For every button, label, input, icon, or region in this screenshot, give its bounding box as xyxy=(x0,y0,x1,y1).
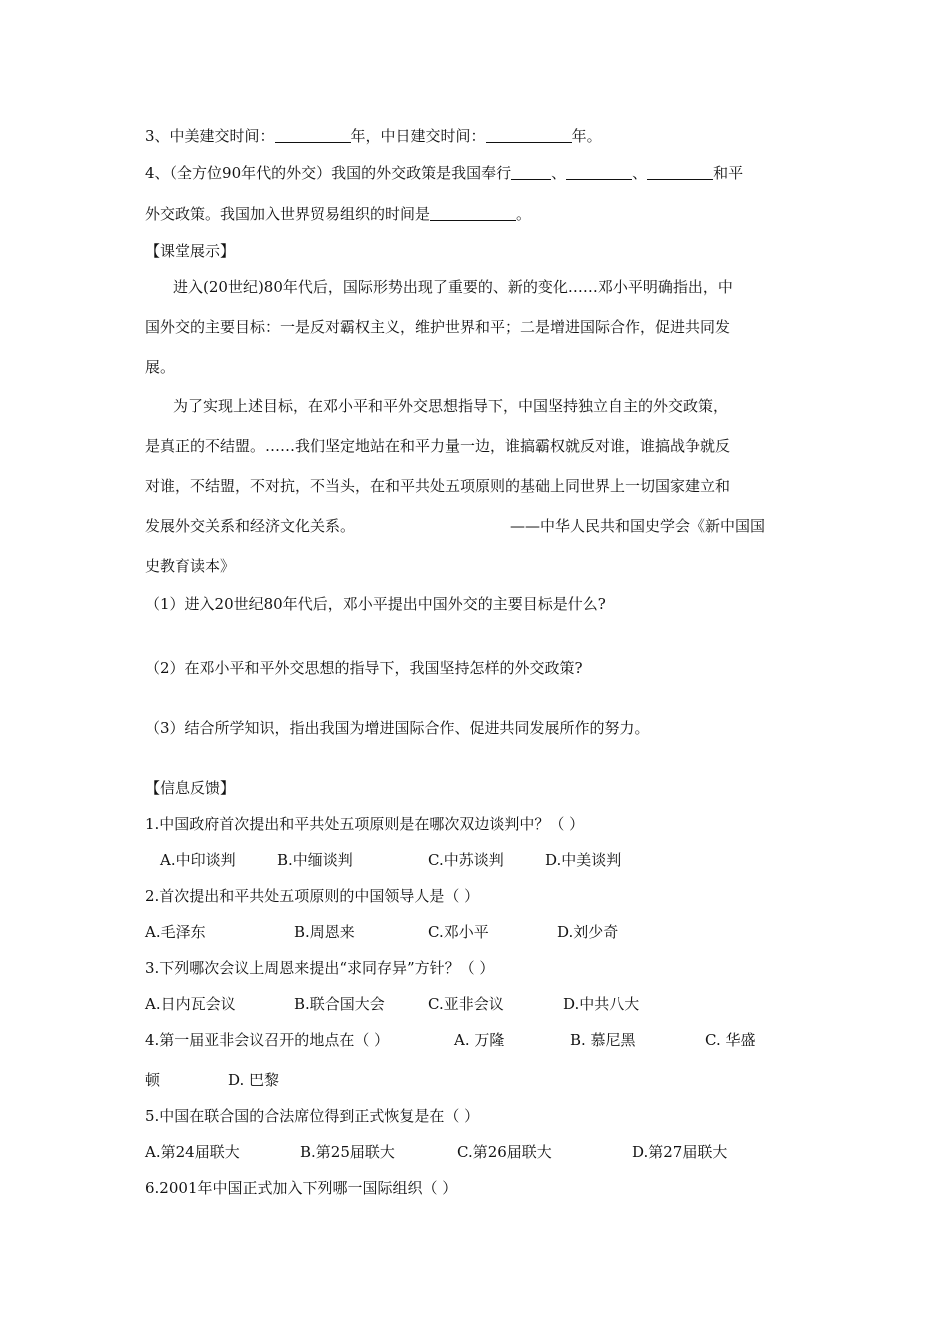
q3-text-b: 年，中日建交时间： xyxy=(350,127,486,145)
passage-source: ——中华人民共和国史学会《新中国国 xyxy=(510,517,766,535)
mc-question-1: 1.中国政府首次提出和平共处五项原则是在哪次双边谈判中？（ ） xyxy=(145,815,585,833)
question-4-line xyxy=(145,163,743,183)
mc4-option-b[interactable]: B. 慕尼黑 xyxy=(570,1031,636,1049)
fill-blank[interactable] xyxy=(566,165,632,180)
sub-question-3: （3）结合所学知识，指出我国为增进国际合作、促进共同发展所作的努力。 xyxy=(145,719,650,737)
fill-blank[interactable] xyxy=(647,165,713,180)
mc2-option-c[interactable]: C.邓小平 xyxy=(428,923,489,941)
q4-end: 。 xyxy=(516,205,532,223)
passage-line: 对谁，不结盟，不对抗，不当头，在和平共处五项原则的基础上同世界上一切国家建立和 xyxy=(145,477,731,495)
mc-question-3: 3.下列哪次会议上周恩来提出“求同存异”方针？（ ） xyxy=(145,959,495,977)
passage-line: 进入(20世纪)80年代后，国际形势出现了重要的、新的变化……邓小平明确指出，中 xyxy=(173,278,733,296)
mc-question-5: 5.中国在联合国的合法席位得到正式恢复是在（ ） xyxy=(145,1107,480,1125)
fill-blank[interactable] xyxy=(486,128,572,143)
mc3-option-a[interactable]: A.日内瓦会议 xyxy=(145,995,236,1013)
mc2-option-a[interactable]: A.毛泽东 xyxy=(145,923,206,941)
q4-text-a: 4、（全方位90年代的外交）我国的外交政策是我国奉行 xyxy=(145,164,512,182)
mc4-option-a[interactable]: A. 万隆 xyxy=(454,1031,505,1049)
passage-line: 为了实现上述目标，在邓小平和平外交思想指导下，中国坚持独立自主的外交政策， xyxy=(173,397,729,415)
mc3-option-c[interactable]: C.亚非会议 xyxy=(428,995,504,1013)
mc1-option-a[interactable]: A.中印谈判 xyxy=(160,851,236,869)
fill-blank[interactable] xyxy=(430,206,516,221)
mc5-option-c[interactable]: C.第26届联大 xyxy=(457,1143,552,1161)
fill-blank[interactable] xyxy=(511,165,551,180)
mc4-option-c[interactable]: C. 华盛 xyxy=(705,1031,756,1049)
mc1-option-b[interactable]: B.中缅谈判 xyxy=(277,851,353,869)
section-heading-classroom: 【课堂展示】 xyxy=(145,242,236,260)
q4-sep: 、 xyxy=(551,164,567,182)
mc4-option-d[interactable]: D. 巴黎 xyxy=(228,1071,280,1089)
q3-text-c: 年。 xyxy=(571,127,602,145)
q3-text-a: 3、中美建交时间： xyxy=(145,127,275,145)
q4-tail: 和平 xyxy=(713,164,744,182)
mc2-option-d[interactable]: D.刘少奇 xyxy=(557,923,619,941)
mc5-option-d[interactable]: D.第27届联大 xyxy=(632,1143,728,1161)
mc5-option-a[interactable]: A.第24届联大 xyxy=(145,1143,240,1161)
mc-question-2: 2.首次提出和平共处五项原则的中国领导人是（ ） xyxy=(145,887,480,905)
mc-question-4: 4.第一届亚非会议召开的地点在（ ） xyxy=(145,1031,390,1049)
passage-line: 展。 xyxy=(145,358,176,376)
mc1-option-c[interactable]: C.中苏谈判 xyxy=(428,851,504,869)
mc5-option-b[interactable]: B.第25届联大 xyxy=(300,1143,395,1161)
mc3-option-d[interactable]: D.中共八大 xyxy=(563,995,640,1013)
section-heading-feedback: 【信息反馈】 xyxy=(145,779,236,797)
mc4-option-c-cont: 顿 xyxy=(145,1071,161,1089)
mc2-option-b[interactable]: B.周恩来 xyxy=(294,923,355,941)
q4-text-line2: 外交政策。我国加入世界贸易组织的时间是 xyxy=(145,205,431,223)
mc3-option-b[interactable]: B.联合国大会 xyxy=(294,995,385,1013)
passage-line: 发展外交关系和经济文化关系。 xyxy=(145,517,356,535)
q4-sep: 、 xyxy=(632,164,648,182)
passage-source-cont: 史教育读本》 xyxy=(145,557,236,575)
passage-line: 是真正的不结盟。……我们坚定地站在和平力量一边，谁搞霸权就反对谁，谁搞战争就反 xyxy=(145,437,731,455)
question-4-line-2 xyxy=(145,204,531,224)
mc-question-6: 6.2001年中国正式加入下列哪一国际组织（ ） xyxy=(145,1179,458,1197)
question-3-line xyxy=(145,126,602,146)
mc1-option-d[interactable]: D.中美谈判 xyxy=(545,851,622,869)
fill-blank[interactable] xyxy=(275,128,351,143)
sub-question-2: （2）在邓小平和平外交思想的指导下，我国坚持怎样的外交政策? xyxy=(145,659,583,677)
passage-line: 国外交的主要目标：一是反对霸权主义，维护世界和平；二是增进国际合作，促进共同发 xyxy=(145,318,731,336)
sub-question-1: （1）进入20世纪80年代后，邓小平提出中国外交的主要目标是什么? xyxy=(145,595,606,613)
